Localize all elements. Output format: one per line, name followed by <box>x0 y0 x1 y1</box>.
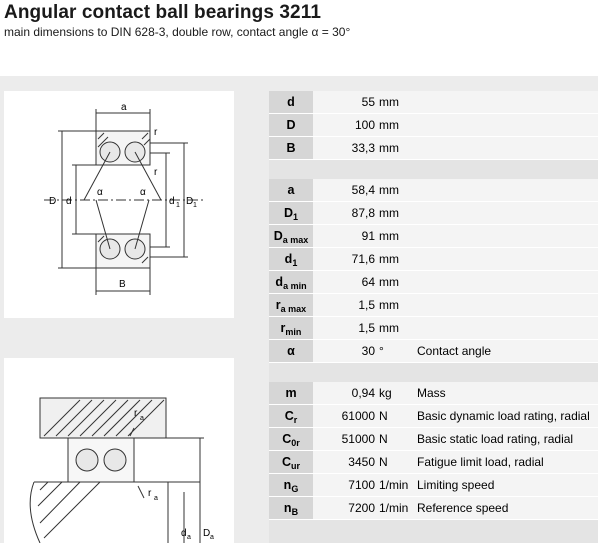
spec-row-d1 <box>269 248 598 270</box>
unit-nG: 1/min <box>379 478 409 492</box>
spec-row-D <box>269 114 598 136</box>
symbol-alpha: α <box>269 340 313 362</box>
desc-alpha: Contact angle <box>417 344 492 358</box>
mounting-dimension-drawing <box>4 358 234 543</box>
symbol-B: B <box>269 137 313 159</box>
symbol-rmin: $r_{min}$ <box>269 317 313 339</box>
unit-B: mm <box>379 141 399 155</box>
value-B: 33,3 <box>351 141 375 155</box>
symbol-d1: $d_1$ <box>269 248 313 270</box>
unit-D1: mm <box>379 206 399 220</box>
unit-mass: kg <box>379 386 392 400</box>
page-title: Angular contact ball bearings 3211 <box>4 2 322 23</box>
value-mass: 0,94 <box>351 386 375 400</box>
label-ra-top-sub: a <box>140 415 144 422</box>
value-Da-max: 91 <box>361 229 375 243</box>
spec-row-da-min <box>269 271 598 293</box>
unit-ra-max: mm <box>379 298 399 312</box>
symbol-D1: $D_1$ <box>269 202 313 224</box>
unit-nB: 1/min <box>379 501 409 515</box>
value-d: 55 <box>361 95 375 109</box>
unit-da-min: mm <box>379 275 399 289</box>
unit-a: mm <box>379 183 399 197</box>
label-r-mid: r <box>154 167 158 178</box>
value-ra-max: 1,5 <box>358 298 375 312</box>
spec-row-Cur <box>269 451 598 473</box>
label-D: D <box>49 196 57 207</box>
label-Da: D <box>203 528 211 539</box>
value-Cr: 61000 <box>341 409 375 423</box>
symbol-da-min: $d_{a min}$ <box>269 271 313 293</box>
value-nG: 7100 <box>348 478 375 492</box>
spec-row-Da-max <box>269 225 598 247</box>
spec-row-nG <box>269 474 598 496</box>
unit-rmin: mm <box>379 321 399 335</box>
spec-row-d <box>269 91 598 113</box>
label-ra-bottom-sub: a <box>154 495 158 502</box>
label-d: d <box>66 196 72 207</box>
value-rmin: 1,5 <box>358 321 375 335</box>
unit-C0r: N <box>379 432 388 446</box>
desc-C0r: Basic static load rating, radial <box>417 432 574 446</box>
desc-nB: Reference speed <box>417 501 509 515</box>
bearing-dimension-drawing <box>4 91 234 318</box>
value-da-min: 64 <box>361 275 375 289</box>
desc-nG: Limiting speed <box>417 478 495 492</box>
spec-row-alpha <box>269 340 598 362</box>
value-a: 58,4 <box>351 183 375 197</box>
symbol-nG: $n_G$ <box>269 474 313 496</box>
value-d1: 71,6 <box>351 252 375 266</box>
unit-Cr: N <box>379 409 388 423</box>
value-nB: 7200 <box>348 501 375 515</box>
symbol-nB: $n_B$ <box>269 497 313 519</box>
label-D1: D <box>186 196 194 207</box>
unit-Cur: N <box>379 455 388 469</box>
desc-Cur: Fatigue limit load, radial <box>417 455 544 469</box>
symbol-m: m <box>269 382 313 404</box>
label-ra-top: r <box>134 408 138 419</box>
label-Da-sub: a <box>210 534 214 541</box>
unit-Da-max: mm <box>379 229 399 243</box>
page-subtitle: main dimensions to DIN 628-3, double row, contact angle α = 30° <box>4 25 351 39</box>
value-D: 100 <box>354 118 375 132</box>
label-r-top: r <box>154 127 158 138</box>
spec-row-rmin <box>269 317 598 339</box>
symbol-Cur: $C_{ur}$ <box>269 451 313 473</box>
spec-row-Cr <box>269 405 598 427</box>
symbol-Da-max: $D_{a max}$ <box>269 225 313 247</box>
unit-d: mm <box>379 95 399 109</box>
label-alpha-right: α <box>140 187 146 198</box>
symbol-d: d <box>269 91 313 113</box>
value-Cur: 3450 <box>348 455 375 469</box>
value-alpha: 30 <box>361 344 375 358</box>
value-C0r: 51000 <box>341 432 375 446</box>
symbol-a: a <box>269 179 313 201</box>
label-B: B <box>119 279 126 290</box>
label-d1: d <box>169 196 175 207</box>
spec-row-a <box>269 179 598 201</box>
label-ra-bottom: r <box>148 488 152 499</box>
unit-d1: mm <box>379 252 399 266</box>
label-D1-sub: 1 <box>193 202 197 209</box>
label-da: d <box>181 528 187 539</box>
spec-row-mass <box>269 382 598 404</box>
spec-row-ra-max <box>269 294 598 316</box>
unit-alpha: ° <box>379 344 384 358</box>
symbol-C0r: $C_{0r}$ <box>269 428 313 450</box>
value-D1: 87,8 <box>351 206 375 220</box>
symbol-ra-max: $r_{a max}$ <box>269 294 313 316</box>
desc-mass: Mass <box>417 386 446 400</box>
unit-D: mm <box>379 118 399 132</box>
spec-row-nB <box>269 497 598 519</box>
label-d1-sub: 1 <box>176 202 180 209</box>
spec-row-B <box>269 137 598 159</box>
spec-row-D1 <box>269 202 598 224</box>
symbol-Cr: $C_r$ <box>269 405 313 427</box>
label-da-sub: a <box>187 534 191 541</box>
label-alpha-left: α <box>97 187 103 198</box>
spec-row-C0r <box>269 428 598 450</box>
label-a: a <box>121 102 127 113</box>
symbol-D: D <box>269 114 313 136</box>
desc-Cr: Basic dynamic load rating, radial <box>417 409 590 423</box>
